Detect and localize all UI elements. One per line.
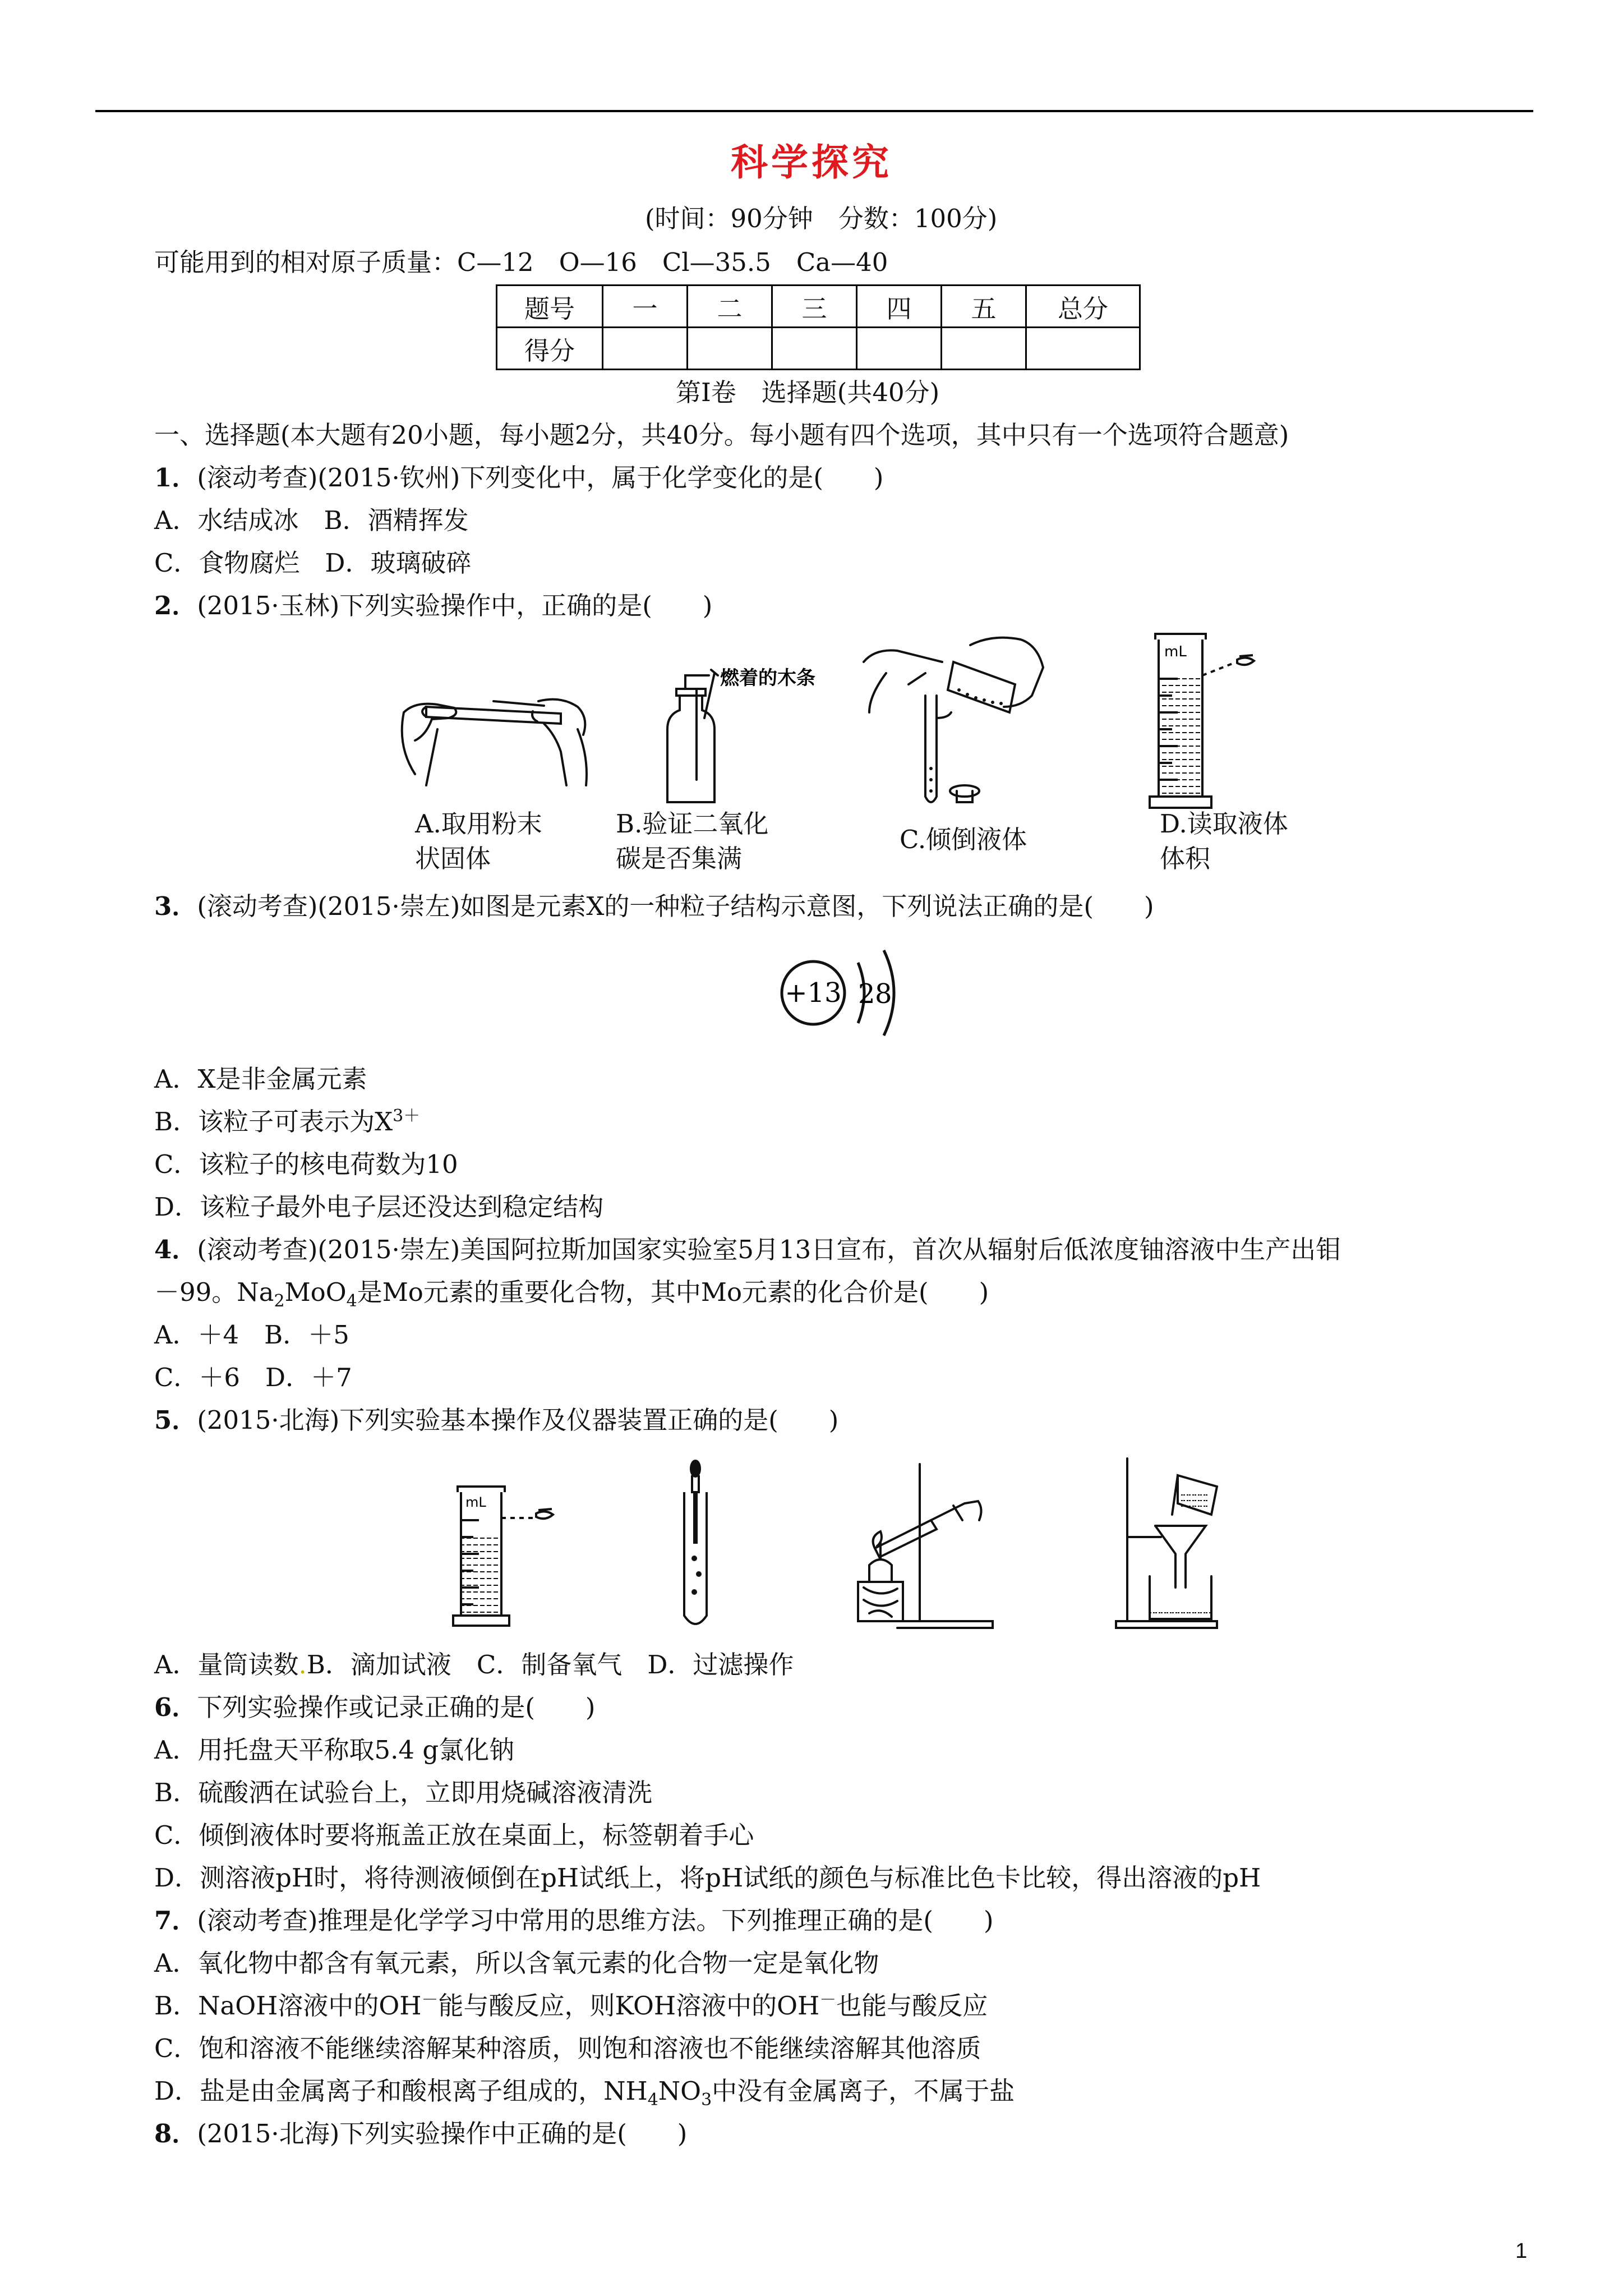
q6-option-c: C．倾倒液体时要将瓶盖正放在桌面上，标签朝着手心 [154, 1820, 754, 1850]
atomic-mass-line: 可能用到的相对原子质量：C—12 O—16 Cl—35.5 Ca—40 [154, 247, 888, 277]
q7-option-d [154, 2074, 1015, 2108]
figure-read-cylinder [1144, 628, 1312, 813]
score-cell: 二 [688, 286, 772, 328]
option-text: 中没有金属离子，不属于盐 [712, 2076, 1015, 2106]
figure-label-ml: mL [1164, 643, 1187, 660]
question-number: 6． [154, 1692, 197, 1722]
option-text: 也能与酸反应 [836, 1991, 988, 2021]
question-stem: (滚动考查)(2015·钦州)下列变化中，属于化学变化的是( ) [197, 463, 884, 493]
q5-options [154, 1648, 794, 1682]
score-blank-cell [603, 328, 688, 370]
question-2 [154, 589, 712, 623]
figure-gas-bottle [645, 668, 813, 808]
stem-text: 是Mo元素的重要化合物，其中Mo元素的化合价是( ) [357, 1277, 989, 1307]
q6-option-d: D．测溶液pH时，将待测液倾倒在pH试纸上，将pH试纸的颜色与标准比色卡比较，得出溶液的pH [154, 1863, 1261, 1893]
option-text: B．滴加试液 C．制备氧气 D．过滤操作 [306, 1650, 794, 1680]
superscript: 3＋ [393, 1106, 421, 1126]
question-number: 2． [154, 591, 197, 620]
figure-label-burning-stick: 燃着的木条 [720, 667, 815, 689]
question-number: 7． [154, 1906, 197, 1935]
question-7 [154, 1904, 994, 1938]
score-cell: 四 [857, 286, 942, 328]
superscript: － [819, 1990, 837, 2010]
question-3 [154, 890, 1154, 923]
header-rule [95, 110, 1533, 112]
caption-line: B.验证二氧化 [616, 809, 769, 839]
score-cell: 三 [772, 286, 857, 328]
question-number: 1． [154, 463, 197, 493]
section-instructions: 一、选择题(本大题有20小题，每小题2分，共40分。每小题有四个选项，其中只有一个选项符合题意) [154, 420, 1289, 450]
shell-electrons-1: 2 [858, 978, 875, 1010]
subscript: 4 [647, 2090, 658, 2110]
score-cell: 一 [603, 286, 688, 328]
score-blank-cell [942, 328, 1026, 370]
score-table-score-row [497, 328, 1140, 370]
q4-options-cd: C．＋6 D．＋7 [154, 1363, 352, 1392]
q3-option-b [154, 1105, 420, 1139]
q3-option-a: A．X是非金属元素 [154, 1064, 367, 1094]
option-text: B．该粒子可表示为X [154, 1107, 393, 1137]
figure-label-ml: mL [465, 1494, 486, 1510]
score-table-header-row [497, 286, 1140, 328]
q2-caption-a [415, 807, 542, 876]
nucleus-charge: +13 [785, 977, 842, 1009]
question-8 [154, 2117, 687, 2151]
question-stem: (滚动考查)(2015·崇左)美国阿拉斯加国家实验室5月13日宣布，首次从辐射后低浓度铀溶液中生产出钼 [197, 1235, 1341, 1264]
stem-text: MoO [284, 1277, 347, 1307]
score-blank-cell [688, 328, 772, 370]
figure-oxygen-apparatus [852, 1458, 1032, 1632]
question-stem: (2015·玉林)下列实验操作中，正确的是( ) [197, 591, 713, 620]
question-stem: 下列实验操作或记录正确的是( ) [197, 1692, 596, 1722]
time-info: (时间：90分钟 分数：100分) [645, 204, 998, 233]
question-number: 8． [154, 2119, 197, 2148]
figure-powder-tube [393, 679, 606, 791]
q3-option-c: C．该粒子的核电荷数为10 [154, 1149, 458, 1179]
question-stem: (2015·北海)下列实验基本操作及仪器装置正确的是( ) [197, 1405, 839, 1435]
subscript: 3 [701, 2090, 712, 2110]
question-stem: (2015·北海)下列实验操作中正确的是( ) [197, 2119, 688, 2148]
option-text: B．NaOH溶液中的OH [154, 1991, 422, 2021]
q4-options-ab: A．＋4 B．＋5 [154, 1320, 349, 1350]
option-text: NO [658, 2076, 702, 2106]
q1-options-ab: A．水结成冰 B．酒精挥发 [154, 505, 469, 535]
question-number: 4． [154, 1235, 197, 1264]
score-cell: 总分 [1026, 286, 1140, 328]
stray-dot: . [298, 1650, 307, 1680]
figure-cylinder-reading [449, 1481, 583, 1632]
q2-caption-c: C.倾倒液体 [900, 825, 1027, 854]
question-6 [154, 1691, 595, 1724]
question-4-line2 [154, 1276, 989, 1309]
score-blank-cell [857, 328, 942, 370]
option-text: 能与酸反应，则KOH溶液中的OH [438, 1991, 820, 2021]
q1-options-cd: C．食物腐烂 D．玻璃破碎 [154, 548, 472, 578]
superscript: － [421, 1990, 439, 2010]
page-number: 1 [1515, 2239, 1528, 2263]
score-blank-cell [772, 328, 857, 370]
q7-option-c: C．饱和溶液不能继续溶解某种溶质，则饱和溶液也不能继续溶解其他溶质 [154, 2033, 981, 2063]
caption-line: 体积 [1160, 844, 1211, 873]
question-stem: (滚动考查)(2015·崇左)如图是元素X的一种粒子结构示意图，下列说法正确的是( ) [197, 891, 1154, 921]
figure-atom-structure [774, 931, 920, 1055]
q2-caption-b [616, 807, 768, 876]
stem-text: －99。Na [154, 1277, 274, 1307]
score-label-cell: 得分 [497, 328, 603, 370]
score-cell: 五 [942, 286, 1026, 328]
option-text: D．盐是由金属离子和酸根离子组成的，NH [154, 2076, 648, 2106]
figure-filtration [1110, 1453, 1256, 1632]
caption-line: 状固体 [415, 844, 491, 873]
score-cell: 题号 [497, 286, 603, 328]
q2-caption-d [1160, 807, 1288, 876]
q7-option-b [154, 1989, 988, 2023]
q7-option-a: A．氧化物中都含有氧元素，所以含氧元素的化合物一定是氧化物 [154, 1948, 879, 1978]
question-number: 3． [154, 891, 197, 921]
question-5 [154, 1404, 838, 1437]
q3-option-d: D．该粒子最外电子层还没达到稳定结构 [154, 1192, 604, 1222]
section-title: 第Ⅰ卷 选择题(共40分) [676, 378, 940, 407]
caption-line: D.读取液体 [1160, 809, 1288, 839]
question-1 [154, 461, 883, 495]
caption-line: 碳是否集满 [616, 844, 743, 873]
q6-option-b: B．硫酸洒在试验台上，立即用烧碱溶液清洗 [154, 1778, 653, 1807]
score-table [496, 284, 1141, 370]
subscript: 4 [346, 1291, 357, 1311]
shell-electrons-2: 8 [875, 978, 892, 1010]
q6-option-a: A．用托盘天平称取5.4 g氯化钠 [154, 1735, 515, 1765]
question-stem: (滚动考查)推理是化学学习中常用的思维方法。下列推理正确的是( ) [197, 1906, 994, 1935]
option-text: A．量筒读数 [154, 1650, 299, 1680]
caption-line: A.取用粉末 [415, 809, 542, 839]
question-4 [154, 1233, 1341, 1267]
page-title: 科学探究 [731, 141, 892, 184]
figure-dropper-tube [673, 1458, 718, 1632]
score-blank-cell [1026, 328, 1140, 370]
subscript: 2 [274, 1291, 285, 1311]
question-number: 5． [154, 1405, 197, 1435]
figure-pouring-liquid [852, 628, 1066, 819]
